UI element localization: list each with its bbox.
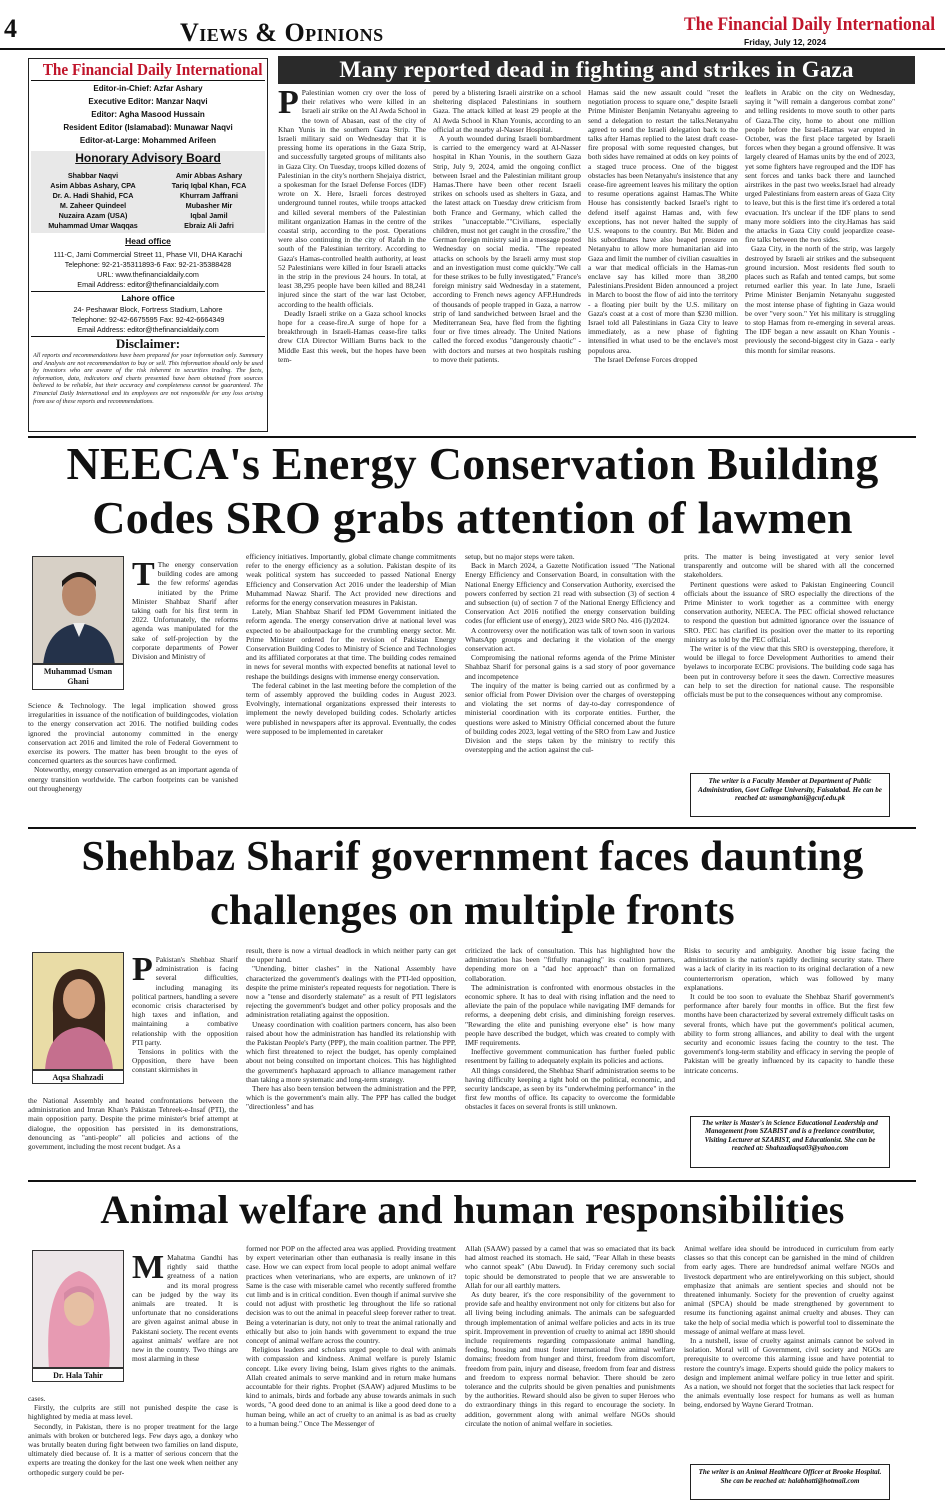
shehbaz-col-3 bbox=[465, 946, 675, 1170]
author-caption-hala: Dr. Hala Tahir bbox=[32, 1368, 124, 1382]
gaza-col1-text: Palestinian women cry over the loss of their relatives who were killed in an Israeli air strike on the Al Awda School in the town of Abasan, east of the city of Khan Yunis in the southern Gaza Strip. The Israeli military said on Wednesday that it is pressing home its operations in the Gaza Strip, and successfully targeted groups of militants also in Gaza City. On Tuesday, troops killed dozens of Palestinian in the city's northern Shejaiya district, a spokesman for the Israel Defense Forces (IDF) wrote on X. Here, Israeli forces destroyed underground tunnel routes, while troops attacked and killed several members of the Palestinian militant organization Hamas in the centre of the coastal strip, according to the post. Operations were also continuing in the city of Rafah in the south of the Palestinian territory. According to Gaza's Hamas-controlled health authority, at least 52 Palestinians were killed in four Israeli attacks in the strip in the previous 24 hours. In total, at least 38,295 people have been killed and 88,241 injured since the start of the war last October, according to the health officials. bbox=[278, 88, 426, 309]
gaza-col1b-text: Deadly Israeli strike on a Gaza school knocks hope for a cease-fire.A surge of hope for a breakthrough in Israeli-Hamas cease-fire talks drew CIA Director William Burns back to the Middle East this week, but the hopes have been tem- bbox=[278, 308, 426, 364]
animal-col3-text: Allah (SAAW) passed by a camel that was so emaciated that its back had almost reached its stomach. He said, "Fear Allah in these beasts who cannot speak" (Abu Dawud). In Friday ceremony such social topic should be demonstrated to people that we are answerable to Allah for our all earthly matters. bbox=[465, 1244, 675, 1290]
animal-col1-bottom3-text: Secondly, in Pakistan, there is no proper treatment for the large animals with broken or butchered legs. Few days ago, a donkey who was brutally beaten during fight between two families on land dispute, ultimately died because of. It is a matter of serious concern that the experts are treating the donkey for the last one week when neither any orthopedic surgery could be per- bbox=[28, 1421, 238, 1477]
shehbaz-col2c-text: Uneasy coordination with coalition partners concern, has also been raised about how the administration has handled its relationship with the Pakistan People's Party (PPP), the main coalition partner. The PPP, which first threatened to reject the budget, has openly complained about not being consulted on important choices. This has highlighted the government's haphazard approach to alliance management rather than taking a more systematic and long-term strategy. bbox=[246, 1019, 456, 1084]
head-office-line-2: Telephone: 92-21-35311893-6 Fax: 92-21-35388428 bbox=[64, 260, 232, 269]
neeca-col-1-bottom bbox=[28, 701, 238, 817]
board-right-2: Tariq Iqbal Khan, FCA bbox=[171, 181, 247, 190]
board-left-6: Muhammad Umar Waqqas bbox=[48, 221, 138, 230]
header-date: Friday, July 12, 2024 bbox=[744, 37, 827, 47]
neeca-col-3 bbox=[465, 552, 675, 818]
board-right-3: Khurram Jaffrani bbox=[180, 191, 238, 200]
board-left-3: Dr. A. Hadi Shahid, FCA bbox=[52, 191, 134, 200]
head-office-line-3: URL: www.thefinancialdaily.com bbox=[97, 270, 199, 279]
shehbaz-col1-bottom-text: the National Assembly and heated confrontations between the administration and Imran Khan's Pakistan Tehreek-e-Insaf (PTI), the main opposition party. Despite the prime minister's brief attempt at dialogue, the opposition has persisted in its demonstrations, denouncing as "anti-people" all policies and actions of the government, including the most recent budget. As a bbox=[28, 1096, 238, 1152]
shehbaz-col3-text: criticized the lack of consultation. This has highlighted how the administration has been "fitfully managing" its coalition partners, depending more on a "dad hoc approach" than on formalized collaboration. bbox=[465, 946, 675, 983]
staff-resident-editor: Resident Editor (Islamabad): Munawar Naqvi bbox=[63, 123, 233, 132]
neeca-col4b-text: Pertinent questions were asked to Pakistan Engineering Council officials about the issuance of SRO especially the directions of the Prime Minister to work together as a committee with energy conservation authority, NEECA. The PEC official showed reluctance to respond the question but admitted ignorance over the issuance of SRO. PEC has clarified its position over the matter to its reporting ministry as told by the PEC official. bbox=[684, 579, 894, 644]
shehbaz-col2d-text: There has also been tension between the administration and the PPP, which is the government's main ally. The PPP has called the budget "directionless" and has bbox=[246, 1084, 456, 1112]
neeca-col-4 bbox=[684, 552, 894, 770]
board-left-4: M. Zaheer Quindeel bbox=[59, 201, 127, 210]
header-rule bbox=[0, 48, 945, 50]
animal-col-1-bottom bbox=[28, 1394, 238, 1500]
disclaimer-text: All reports and recommendations have been prepared for your information only. Summary and Analysis are not recommendation to buy or sell. This information should only be used by investors who are aware of the risk inherent in securities trading. The facts, information, data, indicators and charts presented have been obtained from sources believed to be reliable, but their accuracy and completeness cannot be guaranteed. The Financial Daily International and its employees are not responsible for any loss arising from use of these reports and recommendations. bbox=[33, 352, 263, 405]
staff-executive-editor: Executive Editor: Manzar Naqvi bbox=[88, 97, 208, 106]
page-number: 4 bbox=[4, 14, 17, 43]
neeca-col1-bottom2-text: Noteworthy, energy conservation emerged as an important agenda of energy transition worldwide. The carbon footprints can be vanished out throughenergy bbox=[28, 765, 238, 793]
author-photo-usman bbox=[32, 556, 124, 664]
section-rule-3 bbox=[28, 1180, 916, 1182]
shehbaz-col1-top2-text: Tensions in politics with the Opposition, there have been constant skirmishes in bbox=[132, 1047, 238, 1075]
gaza-col3b-text: The Israel Defense Forces dropped bbox=[594, 354, 698, 364]
shehbaz-col-4 bbox=[684, 946, 894, 1114]
neeca-col-2 bbox=[246, 552, 456, 818]
board-left-5: Nuzaira Azam (USA) bbox=[58, 211, 128, 220]
board-right-6: Ebraiz Ali Jafri bbox=[184, 221, 234, 230]
animal-col4-text: Animal welfare idea should be introduced in curriculum from early classes so that this concept can be garnished in the mind of children from early ages. There are hundredsof animal welfare NGOs and livestock department who are entirelyworking on this subject, should emphasize that animals are sentient species and should not be threatened inhumanly. Society for the prevention of cruelty against animal (SPCA) should be made strengthened by government to resume its functioning against animal cruelty and abuses. They can take the help of social media which is powerful tool to disseminate the message of animal welfare at mass level. bbox=[684, 1244, 894, 1336]
portrait-icon bbox=[33, 953, 124, 1070]
author-photo-aqsa bbox=[32, 952, 124, 1070]
author-photo-hala bbox=[32, 1250, 124, 1368]
neeca-col1-bottom-text: Science & Technology. The legal implication showed gross irregularities in issuance of the notification of buildingcodes, violation to the energy conservation act 2016. The notified building codes ignored the provincial autonomy committed in the energy conservation act 2016 and limited the role of Federal Government to exercise its powers. The matter has been brought to the eyes of concerned quarters as the sources have confirmed. bbox=[28, 701, 238, 766]
lahore-title: Lahore office bbox=[121, 293, 175, 303]
neeca-headline-line2: Codes SRO grabs attention of lawmen bbox=[92, 492, 853, 543]
animal-headline: Animal welfare and human responsibilities bbox=[100, 1187, 845, 1232]
neeca-col3c-text: A controversy over the notification was talk of town soon in various WhatsApp groups and declaring it the violation of the energy conservation act. bbox=[465, 625, 675, 654]
neeca-headline-line1: NEECA's Energy Conservation Building bbox=[66, 438, 879, 489]
staff-editor-in-chief: Editor-in-Chief: Azfar Ashary bbox=[93, 84, 203, 93]
masthead-rule bbox=[31, 80, 265, 81]
shehbaz-col4-text: Risks to security and ambiguity. Another big issue facing the administration is the nation's rapidly declining security state. There was a lack of clarity in its reaction to its original declaration of a new counterterrorism operation, which was followed by many explanations. bbox=[684, 946, 894, 992]
neeca-col4-text: prits. The matter is being investigated at very senior level transparently and outcome will be shared with all the concerned stakeholders. bbox=[684, 552, 894, 580]
animal-col1-top-text: Mahatma Gandhi has rightly said thatthe greatness of a nation and its moral progress can be judged by the way its animals are treated. It is unfortunate that no considerations are given against animal abuse in Pakistani society. The recent events against animals' welfare are not new in the country. Two things are most alarming in these bbox=[132, 1253, 238, 1364]
board-left-1: Shabbar Naqvi bbox=[67, 171, 119, 180]
dropcap: P bbox=[278, 88, 299, 121]
neeca-col3-text: setup, but no major steps were taken. bbox=[465, 552, 575, 561]
animal-col-2 bbox=[246, 1244, 456, 1500]
portrait-icon bbox=[33, 1251, 124, 1368]
dropcap: T bbox=[132, 560, 155, 593]
section-title: Views & Opinions bbox=[180, 18, 384, 47]
gaza-col4b-text: Gaza City, in the north of the strip, was largely destroyed by Israeli air strikes and the subsequent ground incursion. Most residents fled south to places such as Rafah and tented camps, but some returned earlier this year. In late June, Israeli Prime Minister Benjamin Netanyahu suggested the most intense phase of fighting in Gaza would be over "very soon." Yet his military is struggling to stop Hamas from re-emerging in several areas. The IDF began a new assault on Khan Younis - previously the second-biggest city in Gaza - early this month for similar reasons. bbox=[745, 244, 895, 355]
lahore-line-3: Email Address: editor@thefinancialdaily.com bbox=[77, 325, 219, 334]
board-right-5: Iqbal Jamil bbox=[190, 211, 228, 220]
gaza-col-1 bbox=[278, 88, 426, 432]
dropcap: P bbox=[132, 955, 153, 988]
shehbaz-col2b-text: "Unending, bitter clashes" in the National Assembly have characterized the government's dealings with the PTI-led opposition, despite the prime minister's repeated requests for negotiation. There is now a "tense and disorderly stalemate" as a result of PTI legislators rejecting the government's budget and other policy proposals and the administration retaliating against the opposition. bbox=[246, 964, 456, 1020]
neeca-col3d-text: Compromising the national reforms agenda of the Prime Minister Shahbaz Sharif for personal gains is a sad story of poor governance and incompetence bbox=[465, 653, 675, 681]
shehbaz-headline-line1: Shehbaz Sharif government faces daunting bbox=[81, 834, 864, 880]
neeca-col2b-text: Lately, Mian Shahbaz Sharif led PDM Government initiated the reform agenda. The energy conservation drive at national level was expected to be abailoutpackage for the crumbling energy sector. Mr. Prime Minister ordered for the revision of Pakistan Energy Conservation Building Codes to Ministry of Science and Technologies and its affiliated corporates at that time. The building codes remained in news for several months with expected benefits at national level to reshape the buildings designs with immense energy conservation. bbox=[246, 607, 456, 681]
dropcap: M bbox=[132, 1253, 165, 1286]
head-office-title: Head office bbox=[125, 236, 171, 246]
shehbaz-col3b-text: The administration is confronted with enormous obstacles in the economic sphere. It has to deal with rising inflation and the need to alleviate the pain of the populace while navigating IMF demands for reforms, a deepening debt crisis, and diminishing foreign reserves. "Rewarding the elite and punishing everyone else" is how many people have described the budget, which was created to comply with IMF requirements. bbox=[465, 982, 675, 1048]
animal-col3b-text: As duty bearer, it's the core responsibility of the government to provide safe and healthy environment not only for citizens but also for all living being including animals. The animals can be safeguarded through implementation of animal welfare policies and acts in its true spirit. Improvement in prevention of cruelty to animal act 1890 should include requirements regarding compassionate animal handling, feeding, housing and must foster international five animal welfare domains; freedom from hunger and thirst, freedom from discomfort, freedom from pain, injury and disease, freedom from fear and distress and freedom to express normal behavior. There should be zero tolerance and the culprits should be given penalties and punishments by the authorities. Reward should also be given to super Heroes who do extraordinary things in this regard to encourage the society. In addition, government along with animal welfare NGOs should circulate the notion of animal welfare in societies. bbox=[465, 1290, 675, 1428]
board-title: Honorary Advisory Board bbox=[75, 151, 221, 165]
lahore-line-2: Telephone: 92-42-6675595 Fax: 92-42-6664349 bbox=[71, 315, 225, 324]
neeca-col1-top-text: The energy conservation building codes are among the few reforms' agendas initiated by the Prime Minister Shahbaz Sharif after taking oath for his first term in 2022. Unfortunately, the reforms agenda was manipulated for the sake of self-projection by the corporate departments of Power Division and Ministry of bbox=[132, 560, 238, 662]
neeca-col3e-text: The inquiry of the matter is being carried out as confirmed by a senior official from Power Division over the charges of overstepping and violating the set norms of day-to-day correspondence of ministerial coordination with its corporate entities. Further, the questions were asked to Ministry Official concerned about the future of building codes 2023, legal vetting of the SRO from Law and Justice Division and the steps taken by the ministry to rectify this overstepping and the action against the cul- bbox=[465, 680, 675, 755]
author-caption-usman: Muhammad Usman Ghani bbox=[32, 664, 124, 690]
shehbaz-col1-top-text: Pakistan's Shehbaz Sharif administration is facing several difficulties, including managing its political partners, handling a severe economic crisis characterised by high taxes and inflation, and maintaining a combative relationship with the opposition PTI party. bbox=[132, 955, 238, 1047]
animal-col1-bottom2-text: Firstly, the culprits are still not punished despite the case is highlighted by media at mass level. bbox=[28, 1403, 238, 1422]
neeca-col4c-text: The writer is of the view that this SRO is overstepping, therefore, it would be illegal to force Development Authorities to amend their byelaws to incorporate ECBC provisions. The building code saga has been put in controversy before it sees the dawn. Corrective measures can help to set the direction for national cause. The responsible officials must be put to the consequences without any compromise. bbox=[684, 644, 894, 700]
animal-col-3 bbox=[465, 1244, 675, 1500]
gaza-headline: Many reported dead in fighting and strikes in Gaza bbox=[339, 57, 854, 82]
gaza-col2b-text: A youth wounded during Israeli bombardment is carried to the emergency ward at Al-Nasser hospital in Khan Younis, in the southern Gaza Strip, July 9, 2024, amid the ongoing conflict between Israel and the Palestinian militant group Hamas.There have been other recent Israeli strikes on schools used as shelters in Gaza, and the latest attack on Tuesday drew criticism from both France and Germany, which called the strikes "unacceptable.""Civilians, especially children, must not get caught in the crossfire," the German foreign ministry said in a message posted Wednesday on social media. "The repeated attacks on schools by the Israeli army must stop and an investigation must come quickly."We call for these strikes to be fully investigated," France's foreign ministry said Wednesday in a statement, according to French news agency AFP.Hundreds of thousands of people trapped in Gaza, a narrow strip of land sandwiched between Israel and the Mediterranean Sea, have fled from the fighting four or five times already. The United Nations called the forced exodus "dangerously chaotic" - with doctors and nurses at two hospitals rushing to move their patients. bbox=[433, 134, 581, 364]
portrait-icon bbox=[33, 557, 124, 664]
animal-author-bio: The writer is an Animal Healthcare Officer at Brooke Hospital. She can be reached at: halabhatti@hotmail.com bbox=[690, 1464, 890, 1500]
animal-col4b-text: In a nutshell, issue of cruelty against animals cannot be solved in isolation. Moral will of Government, civil society and NGOs are prerequisite to overcome this alarming issue and have potential to restore the country's image. Experts should guide the policy makers to design and implement animal welfare policy in true letter and spirit. As a nation, we should not forget that the societies that lack respect for the animals eventually lose respect for humans as well as human being, endorsed by Wayne Gerard Trotman. bbox=[684, 1336, 894, 1410]
shehbaz-headline-line2: challenges on multiple fronts bbox=[210, 888, 735, 934]
gaza-col-3 bbox=[588, 88, 738, 432]
shehbaz-col3c-text: Ineffective government communication has further fueled public resentment by failing to adequately explain its policies and actions. bbox=[465, 1047, 675, 1066]
neeca-col3b-text: Back in March 2024, a Gazette Notification issued "The National Energy Efficiency and Conservation Board, in consultation with the National Energy Efficiency and Conservation Authority, exercised the powers conferred by section 21 read with subsection (3) of section 4 and subsection (u) of section 7 of the National Energy Efficiency and Conservation Act 2016 notified the energy conservation building codes (for efficient use of energy), 2023 wide SRO No. 416 (I)/2024. bbox=[465, 561, 675, 626]
lahore-line-1: 24- Peshawar Block, Fortress Stadium, Lahore bbox=[73, 305, 223, 314]
disclaimer-title: Disclaimer: bbox=[115, 336, 181, 351]
staff-editor-at-large: Editor-at-Large: Mohammed Arifeen bbox=[79, 136, 217, 145]
neeca-col2c-text: The federal cabinet in the last meeting before the completion of the term of assembly approved the building codes in August 2023. Evolvingly, international organizations expressed their interests to implement the newly developed building codes. Scholarly articles were published in newspapers after its approval. Eventually, the codes were supposed to be implemented in caretaker bbox=[246, 680, 456, 736]
shehbaz-col3d-text: All things considered, the Shehbaz Sharif administration seems to be having difficulty keeping a tight hold on the political, economic, and security landscape, as seen by its "underwhelming performance" in the first few months of office. Its capacity to overcome the formidable obstacles it faces on several fronts is still unknown. bbox=[465, 1065, 675, 1112]
shehbaz-col4b-text: It could be too soon to evaluate the Shehbaz Sharif government's performance after barely four months in office. But the first few months have been characterized by several extremely difficult tasks on several fronts, which have put the government's political acumen, ability to form strong alliances, and ability to deal with the urgent security and economic issues facing the country to the test. The government's long-term stability and efficacy in serving the people of Pakistan will be greatly influenced by its capacity to handle these intricate concerns. bbox=[684, 992, 894, 1075]
neeca-col-1-top bbox=[132, 560, 238, 702]
animal-col2-text: formed nor POP on the affected area was applied. Providing treatment by expert veterinarian other than euthanasia is really insane in this case. How we can expect from local people to adopt animal welfare practices when veterinarians, who are experts, are unknown of it? Same is the case with miserable camel who recently suffered fromthe cut limb and is in critical condition. Even though if animal survive she could not adjust with prosthetic leg throughout the life so rational decision was to out the animal in peaceful sleep forever rather to treat. Being a veterinarian is duty, not only to treat the animal rationally and ethically but also to join hands with government to expand the true concept of animal welfare across the country. bbox=[246, 1244, 456, 1346]
animal-col-1-top bbox=[132, 1253, 238, 1395]
shehbaz-col-1-top bbox=[132, 955, 238, 1097]
section-rule-2 bbox=[28, 827, 916, 829]
gaza-col3-text: Hamas said the new assault could "reset the negotiation process to square one," despite Israeli Prime Minister Benjamin Netanyahu agreeing to send a delegation to restart the talks.Netanyahu agreed to send the Israeli delegation back to the talks after Hamas replied to the latest draft cease-fire proposal with some requested changes, but both sides have remained at odds on key points of a staged truce process. One of the biggest obstacles has been Netanyahu's insistence that any cease-fire agreement leaves his military the option to resume operations against Hamas.The White House has consistently backed Israel's right to defend itself against Hamas and, with few exceptions, has not never halted the supply of U.S. weapons to the country. But Mr. Biden and his subordinates have also heaped pressure on Netanyahu to allow more humanitarian aid into Gaza and limit the number of civilian casualties in a war that medical officials in the Hamas-run enclave say has killed more than 38,200 Palestinians.President Biden announced a project in March to boost the flow of aid into the territory - a floating pier built by the U.S. military on Gaza's coast at a cost of more than $230 million. Israel told all Palestinians in Gaza City to leave immediately, as a new phase of fighting intensified in what used to be the enclave's most populous area. bbox=[588, 88, 738, 355]
header-paper-name: The Financial Daily International bbox=[684, 14, 936, 35]
animal-col1-bottom-text: cases. bbox=[28, 1394, 46, 1403]
gaza-col-4 bbox=[745, 88, 895, 432]
animal-col2b-text: Religious leaders and scholars urged people to deal with animals with compassion and kindness. Animal welfare is purely Islamic concept. Like every living being, Islam gives rights to the animals. Allah created animals to serve mankind and in return make humans accountable for their rights. Prophet (SAAW) adjured Muslims to be kind to animals, birds and forbade any abuse towards animals in such words, "A good deed done to an animal is like a good deed done to a human being, while an act of cruelty to an animal is as bad as cruelty to a human being." Once The Messenger of bbox=[246, 1345, 456, 1428]
board-right-1: Amir Abbas Ashary bbox=[175, 171, 243, 180]
neeca-author-bio: The writer is a Faculty Member at Department of Public Administration, Govt College University, Faisalabad. He can be reached at: usmanghani@gcuf.edu.pk bbox=[690, 773, 890, 817]
author-caption-aqsa: Aqsa Shahzadi bbox=[32, 1070, 124, 1084]
shehbaz-col-2 bbox=[246, 946, 456, 1170]
gaza-col-2 bbox=[433, 88, 581, 432]
animal-col-4 bbox=[684, 1244, 894, 1462]
shehbaz-author-bio: The writer is Master's in Science Educational Leadership and Management from SZABIST and is a freelance contributor, Visiting Lecturer at SZABIST, and Educationist. She can be reached at: Shahzadiaqsa03@yahoo.com bbox=[690, 1116, 890, 1168]
masthead-divider bbox=[31, 291, 265, 292]
head-office-line-4: Email Address: editor@thefinancialdaily.com bbox=[77, 280, 219, 289]
gaza-col2-text: pered by a blistering Israeli airstrike on a school sheltering displaced Palestinians in southern Gaza. The attack killed at least 29 people at the Al Awda School in Khan Younis, according to an official at the nearby al-Nasser Hospital. bbox=[433, 88, 581, 134]
board-right-4: Mubasher Mir bbox=[185, 201, 233, 210]
gaza-col4-text: leaflets in Arabic on the city on Wednesday, saying it "will remain a dangerous combat zone" and telling residents to move south to other parts of Gaza.The city, home to about one million people before the Israel-Hamas war erupted in October, was the first place targeted by Israeli forces when they began a ground offensive. It was largely cleared of Hamas units by the end of 2023, yet some fighters have regrouped and the IDF has sent forces and tanks back there and launched airstrikes in the past two weeks.Israel had already urged Palestinians from eastern areas of Gaza City to leave, but this is the first time it's ordered a total evacuation. It's unclear if the IDF plans to send many more soldiers into the city.Hamas has said the attacks in Gaza City could jeopardize cease-fire talks between the two sides. bbox=[745, 88, 895, 245]
staff-editor: Editor: Agha Masood Hussain bbox=[91, 110, 205, 119]
masthead-paper-name: The Financial Daily International bbox=[42, 60, 263, 79]
shehbaz-col-1-bottom bbox=[28, 1096, 238, 1170]
head-office-line-1: 111-C, Jami Commercial Street 11, Phase VII, DHA Karachi bbox=[53, 250, 243, 259]
neeca-col2-text: efficiency initiatives. Importantly, global climate change commitments refer to the energy efficiency as a solution. Pakistan despite of its weak political system has succeeded to passed National Energy Efficiency and Conservation Act 2016 under the leadership of Mian Muhammad Nawaz Sharif. The Act provided new directions and reforms for the energy conservation measures in Pakistan. bbox=[246, 552, 456, 608]
shehbaz-col2-text: result, there is now a virtual deadlock in which neither party can get the upper hand. bbox=[246, 946, 456, 965]
board-left-2: Asim Abbas Ashary, CPA bbox=[50, 181, 136, 190]
